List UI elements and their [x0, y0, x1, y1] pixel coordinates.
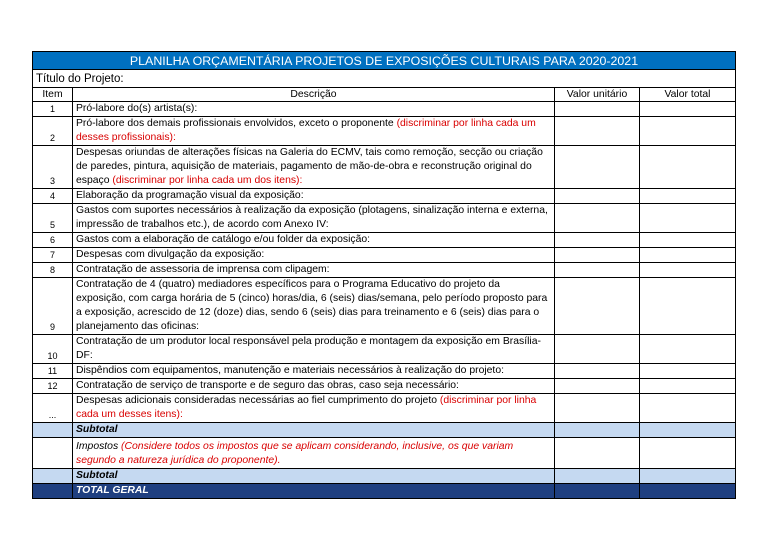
item-number [33, 423, 73, 438]
description-text: Pró-labore do(s) artista(s): [76, 103, 198, 114]
table-row [33, 263, 736, 278]
total-geral-valor-unitario[interactable] [555, 484, 640, 499]
subtotal-2-row [33, 469, 736, 484]
item-number [33, 469, 73, 484]
item-description [73, 189, 555, 204]
table-row [33, 278, 736, 335]
item-number [33, 438, 73, 469]
valor-unitario-cell[interactable] [555, 117, 640, 146]
item-description [73, 335, 555, 364]
header-row [33, 88, 736, 102]
item-number: ... [33, 394, 73, 423]
table-row [33, 379, 736, 394]
description-text: Gastos com a elaboração de catálogo e/ou folder da exposição: [76, 234, 371, 245]
valor-total-cell[interactable] [640, 204, 736, 233]
valor-unitario-cell[interactable] [555, 102, 640, 117]
item-number: 8 [33, 263, 73, 278]
table-row [33, 204, 736, 233]
description-text: Dispêndios com equipamentos, manutenção e materiais necessários à realização do projeto: [76, 365, 504, 376]
item-description [73, 204, 555, 233]
description-text: Pró-labore dos demais profissionais envolvidos, exceto o proponente [76, 118, 397, 129]
valor-total-cell[interactable] [640, 233, 736, 248]
table-row [33, 335, 736, 364]
table-row [33, 189, 736, 204]
valor-unitario-cell[interactable] [555, 335, 640, 364]
valor-unitario-cell[interactable] [555, 204, 640, 233]
subtotal-2-text: Subtotal [76, 470, 118, 481]
valor-total-cell[interactable] [640, 379, 736, 394]
valor-total-cell[interactable] [640, 189, 736, 204]
impostos-label [73, 438, 555, 469]
table-row [33, 117, 736, 146]
table-row [33, 248, 736, 263]
item-description [73, 263, 555, 278]
valor-total-cell[interactable] [640, 248, 736, 263]
total-geral-valor-total[interactable] [640, 484, 736, 499]
header-valor-total: Valor total [640, 88, 736, 102]
description-text: Contratação de 4 (quatro) mediadores específicos para o Programa Educativo do projeto da exposição, com carga horária de 5 (cinco) horas/dia, 6 (seis) dias/semana, pelo período proposto para a exposição, acrescido de 12 (doze) dias, sendo 6 (seis) dias para treinamento e 6 (seis) dias para o planejamento das oficinas: [76, 279, 548, 332]
description-text: Despesas com divulgação da exposição: [76, 249, 265, 260]
valor-unitario-cell[interactable] [555, 146, 640, 189]
table-row [33, 233, 736, 248]
table-row [33, 102, 736, 117]
description-text: Contratação de assessoria de imprensa com clipagem: [76, 264, 330, 275]
description-note: (discriminar por linha cada um desses profissionais): [76, 118, 536, 143]
item-description [73, 379, 555, 394]
item-number: 5 [33, 204, 73, 233]
item-number: 2 [33, 117, 73, 146]
item-description [73, 146, 555, 189]
item-number: 3 [33, 146, 73, 189]
project-title-row [33, 70, 736, 88]
item-description [73, 394, 555, 423]
valor-unitario-cell[interactable] [555, 278, 640, 335]
valor-unitario-cell[interactable] [555, 233, 640, 248]
item-description [73, 364, 555, 379]
description-note: (discriminar por linha cada um desses itens): [76, 395, 537, 420]
item-number: 4 [33, 189, 73, 204]
item-description [73, 102, 555, 117]
description-text: Elaboração da programação visual da exposição: [76, 190, 304, 201]
project-title-field[interactable]: Título do Projeto: [33, 70, 736, 88]
subtotal-row [33, 423, 736, 438]
valor-unitario-cell[interactable] [555, 263, 640, 278]
valor-unitario-cell[interactable] [555, 364, 640, 379]
impostos-row [33, 438, 736, 469]
subtotal-2-valor-unitario[interactable] [555, 469, 640, 484]
description-note: (discriminar por linha cada um dos itens): [112, 175, 303, 186]
sheet-title: PLANILHA ORÇAMENTÁRIA PROJETOS DE EXPOSIÇÕES CULTURAIS PARA 2020-2021 [33, 52, 736, 70]
valor-total-cell[interactable] [640, 364, 736, 379]
impostos-note: (Considere todos os impostos que se aplicam considerando, inclusive, os que variam segundo a natureza jurídica do proponente). [76, 441, 514, 466]
table-row [33, 394, 736, 423]
subtotal-valor-total[interactable] [640, 423, 736, 438]
item-number [33, 484, 73, 499]
valor-total-cell[interactable] [640, 335, 736, 364]
valor-total-cell[interactable] [640, 394, 736, 423]
subtotal-2-label [73, 469, 555, 484]
impostos-valor-total[interactable] [640, 438, 736, 469]
valor-total-cell[interactable] [640, 102, 736, 117]
subtotal-2-valor-total[interactable] [640, 469, 736, 484]
item-number: 11 [33, 364, 73, 379]
valor-total-cell[interactable] [640, 117, 736, 146]
item-description [73, 278, 555, 335]
total-geral-label [73, 484, 555, 499]
subtotal-label [73, 423, 555, 438]
title-row [33, 52, 736, 70]
subtotal-text: Subtotal [76, 424, 118, 435]
valor-unitario-cell[interactable] [555, 379, 640, 394]
total-geral-text: TOTAL GERAL [76, 485, 149, 496]
item-description [73, 233, 555, 248]
subtotal-valor-unitario[interactable] [555, 423, 640, 438]
budget-sheet [32, 51, 736, 499]
valor-unitario-cell[interactable] [555, 394, 640, 423]
impostos-valor-unitario[interactable] [555, 438, 640, 469]
valor-total-cell[interactable] [640, 263, 736, 278]
impostos-text: Impostos [76, 441, 122, 452]
item-number: 6 [33, 233, 73, 248]
header-item: Item [33, 88, 73, 102]
header-descricao: Descrição [73, 88, 555, 102]
description-text: Despesas adicionais consideradas necessárias ao fiel cumprimento do projeto [76, 395, 440, 406]
item-number: 12 [33, 379, 73, 394]
item-description [73, 248, 555, 263]
valor-total-cell[interactable] [640, 278, 736, 335]
valor-unitario-cell[interactable] [555, 189, 640, 204]
valor-unitario-cell[interactable] [555, 248, 640, 263]
description-text: Gastos com suportes necessários à realização da exposição (plotagens, sinalização interna e externa, impressão de trabalhos etc.), de acordo com Anexo IV: [76, 205, 548, 230]
description-text: Despesas oriundas de alterações físicas na Galeria do ECMV, tais como remoção, secção ou criação de paredes, pintura, aquisição de materiais, pagamento de mão-de-obra e reconstrução original do espaço [76, 147, 543, 186]
total-geral-row [33, 484, 736, 499]
table-row [33, 364, 736, 379]
header-valor-unitario: Valor unitário [555, 88, 640, 102]
item-number: 9 [33, 278, 73, 335]
item-number: 10 [33, 335, 73, 364]
item-description [73, 117, 555, 146]
description-text: Contratação de serviço de transporte e de seguro das obras, caso seja necessário: [76, 380, 459, 391]
valor-total-cell[interactable] [640, 146, 736, 189]
table-row [33, 146, 736, 189]
item-number: 7 [33, 248, 73, 263]
item-number: 1 [33, 102, 73, 117]
description-text: Contratação de um produtor local responsável pela produção e montagem da exposição em Brasília-DF: [76, 336, 541, 361]
